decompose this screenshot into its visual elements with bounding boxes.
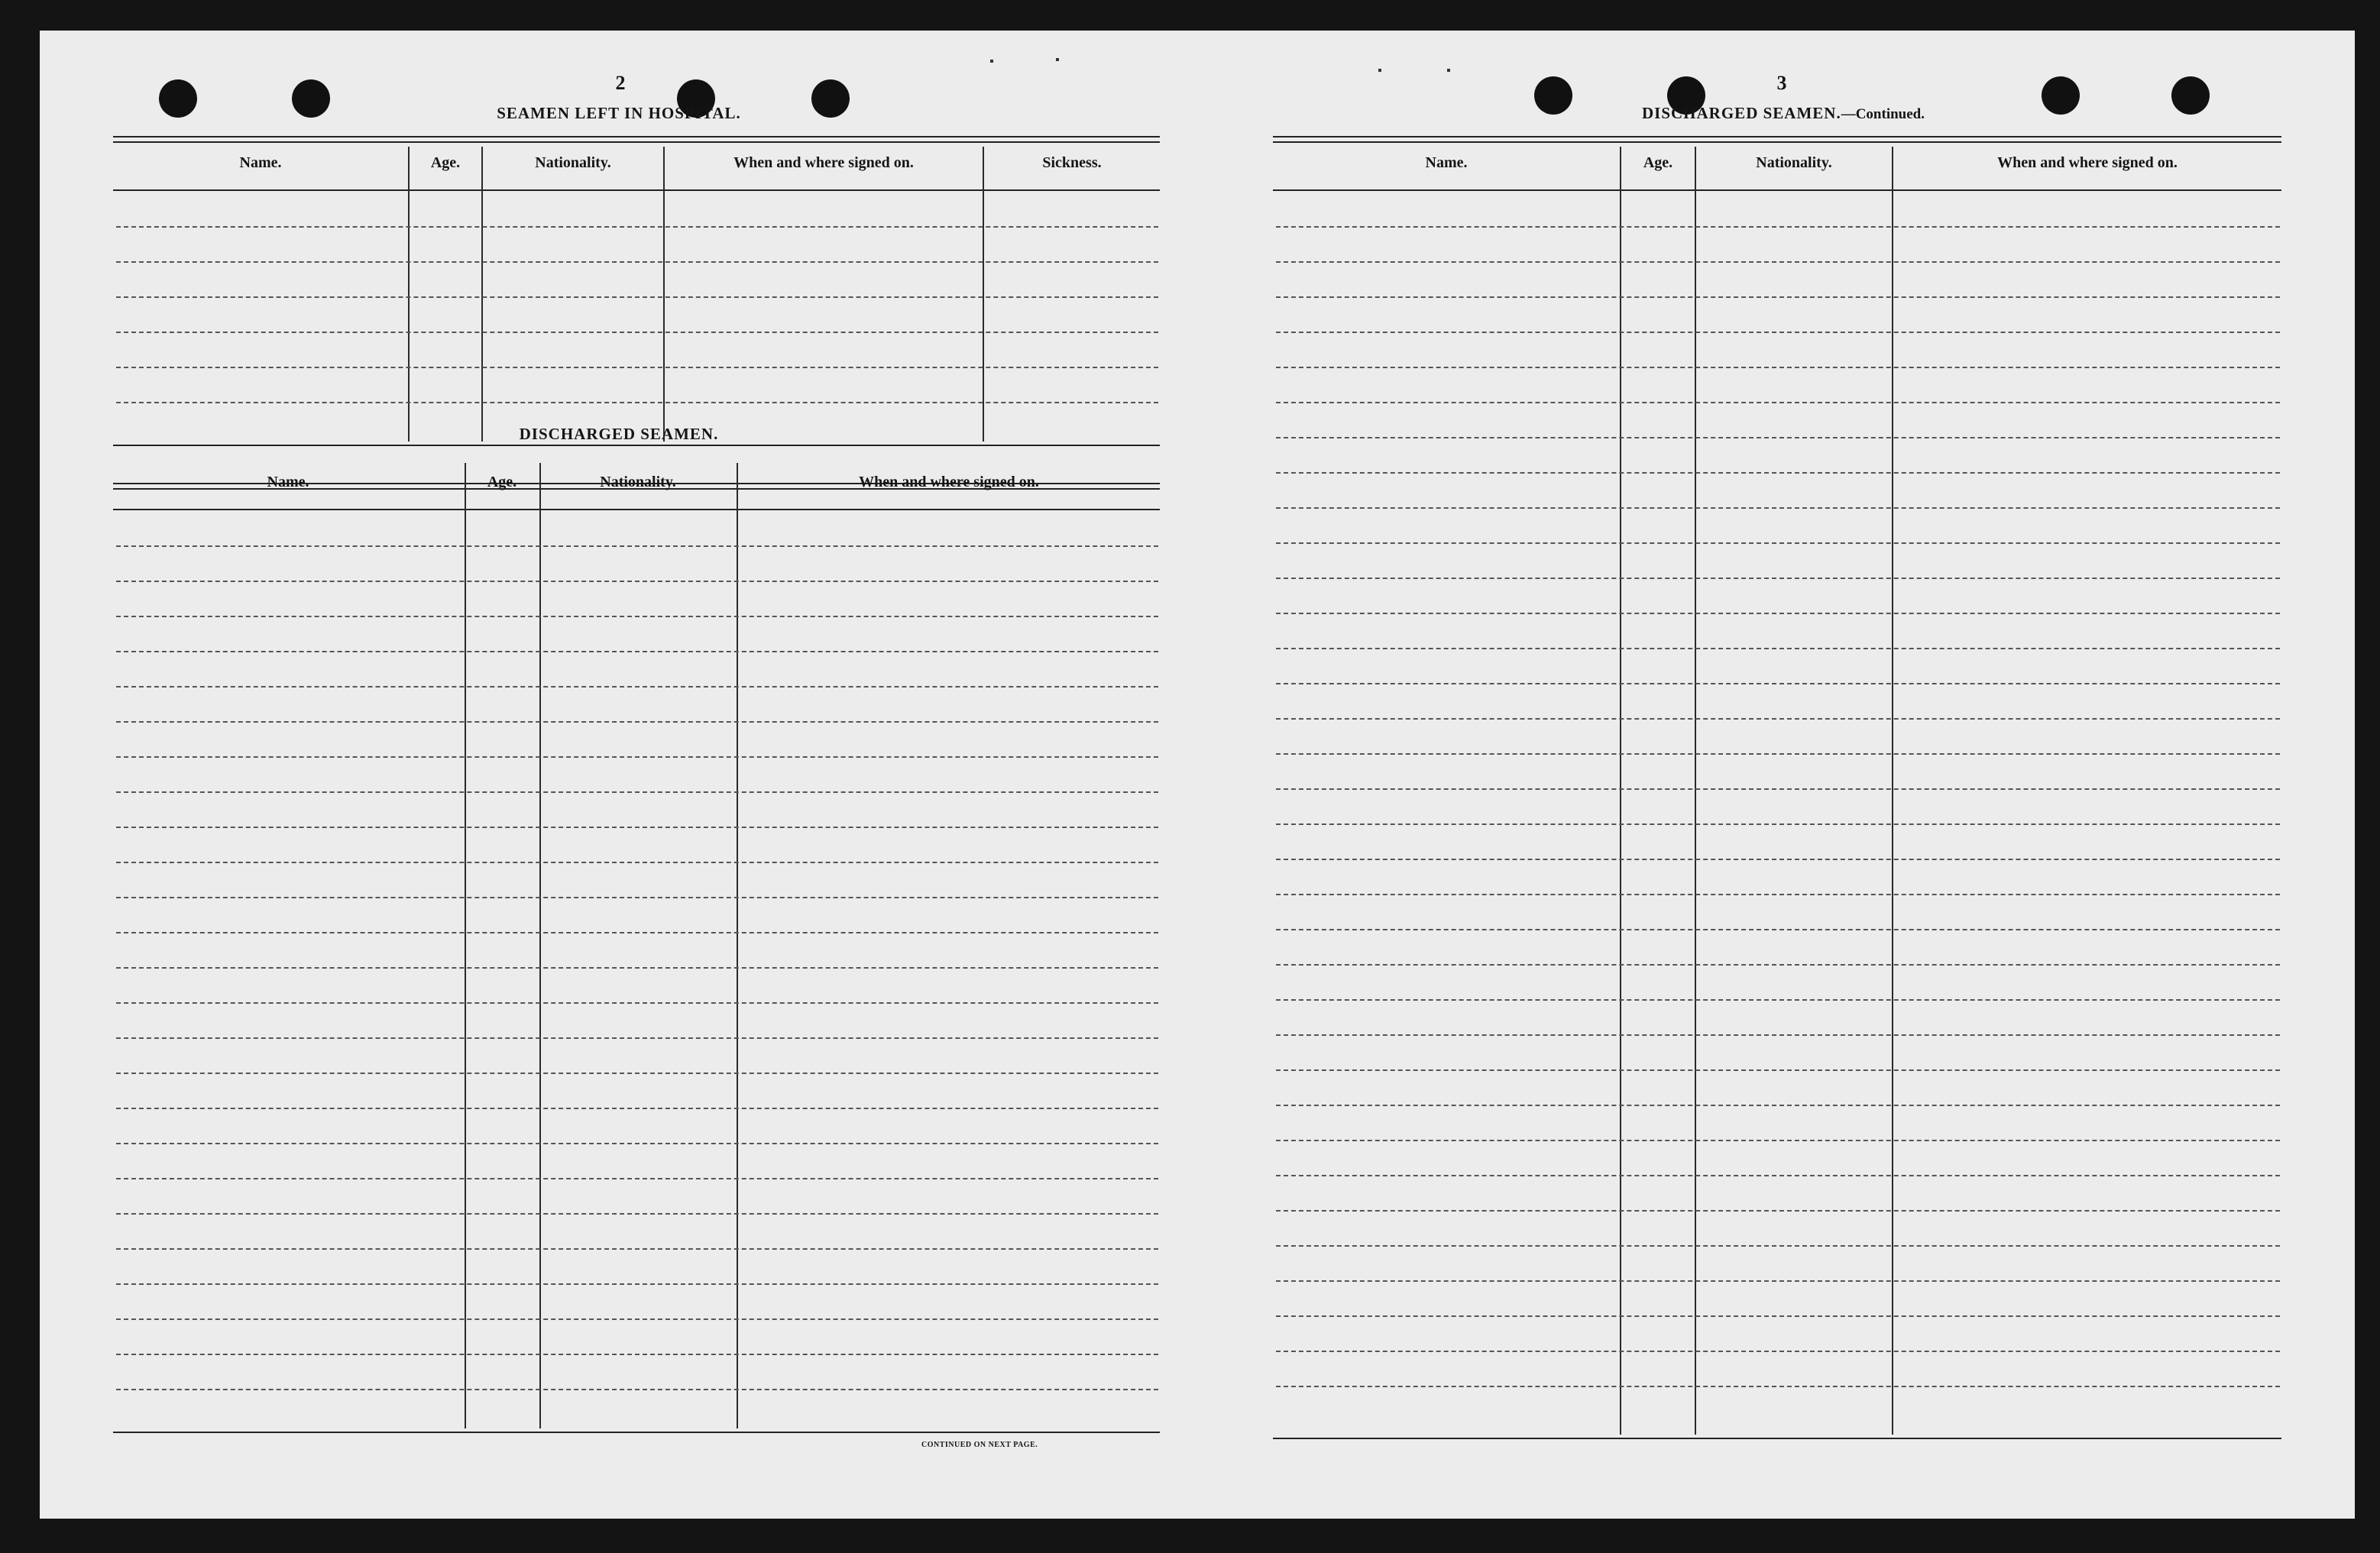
punch-hole-1 — [159, 79, 197, 118]
ruled-line — [1276, 332, 2280, 333]
ruled-line — [1276, 1315, 2280, 1317]
ruled-line — [116, 1143, 1158, 1144]
specks — [990, 60, 993, 63]
ruled-line — [1276, 648, 2280, 649]
ruled-line — [116, 296, 1158, 298]
ruled-line — [1276, 718, 2280, 720]
ruled-line — [116, 721, 1158, 723]
left-bottom-rule — [113, 1432, 1160, 1433]
ruled-line — [1276, 929, 2280, 930]
right-col-nationality: Nationality. — [1756, 154, 1832, 171]
ruled-line — [116, 226, 1158, 228]
right-col-signed-on: When and where signed on. — [1997, 154, 2178, 171]
specks — [1378, 69, 1381, 72]
ruled-line — [1276, 437, 2280, 438]
ruled-line — [1276, 472, 2280, 474]
ruled-line — [1276, 578, 2280, 579]
ruled-line — [116, 756, 1158, 758]
punch-hole-4 — [811, 79, 850, 118]
ruled-line — [1276, 1140, 2280, 1141]
discharged-continued-suffix: —Continued. — [1841, 106, 1925, 122]
page-number-left: 2 — [615, 72, 626, 94]
right-header-rule — [1273, 189, 2281, 191]
ruled-line — [1276, 788, 2280, 790]
ruled-line — [1276, 999, 2280, 1001]
hospital-col-divider — [408, 147, 410, 442]
hospital-col-age: Age. — [430, 154, 461, 171]
ruled-line — [1276, 613, 2280, 614]
ruled-line — [116, 967, 1158, 969]
ruled-line — [116, 1073, 1158, 1074]
ruled-line — [116, 897, 1158, 898]
discharged-col-age: Age. — [487, 474, 517, 490]
specks — [1056, 58, 1059, 61]
ruled-line — [1276, 1105, 2280, 1106]
ruled-line — [116, 1283, 1158, 1285]
ruled-line — [116, 1389, 1158, 1390]
hospital-section-title: SEAMEN LEFT IN HOSPITAL. — [497, 104, 741, 122]
ruled-line — [116, 1002, 1158, 1004]
right-col-name: Name. — [1425, 154, 1468, 171]
ruled-line — [116, 651, 1158, 652]
specks — [1447, 69, 1450, 72]
discharged-col-name: Name. — [267, 474, 309, 490]
form-sheet — [40, 31, 2355, 1519]
ruled-line — [116, 1178, 1158, 1179]
ruled-line — [1276, 402, 2280, 403]
hospital-col-divider — [663, 147, 665, 442]
ruled-line — [1276, 753, 2280, 755]
ruled-line — [1276, 226, 2280, 228]
ruled-line — [1276, 367, 2280, 368]
ruled-line — [1276, 1175, 2280, 1176]
ruled-line — [116, 581, 1158, 582]
ruled-line — [1276, 1210, 2280, 1212]
ruled-line — [116, 1318, 1158, 1320]
page-number-right: 3 — [1776, 72, 1787, 94]
ruled-line — [116, 1108, 1158, 1109]
hospital-col-nationality: Nationality. — [535, 154, 611, 171]
right-col-divider — [1892, 147, 1893, 1435]
right-col-divider — [1620, 147, 1621, 1435]
ruled-line — [1276, 1386, 2280, 1387]
ruled-line — [116, 367, 1158, 368]
ruled-line — [116, 1248, 1158, 1250]
ruled-line — [116, 1213, 1158, 1215]
punch-hole-7 — [2042, 76, 2080, 115]
discharged-section-title: DISCHARGED SEAMEN. — [519, 425, 719, 443]
ruled-line — [116, 1354, 1158, 1355]
right-col-divider — [1695, 147, 1696, 1435]
right-col-age: Age. — [1643, 154, 1673, 171]
ruled-line — [116, 686, 1158, 688]
discharged-continued-title — [1569, 104, 1997, 123]
ruled-line — [1276, 542, 2280, 544]
hospital-col-name: Name. — [239, 154, 282, 171]
ruled-line — [1276, 823, 2280, 825]
ruled-line — [1276, 964, 2280, 966]
ruled-line — [1276, 507, 2280, 509]
ruled-line — [1276, 1351, 2280, 1352]
ruled-line — [1276, 859, 2280, 860]
ruled-line — [1276, 1245, 2280, 1247]
ruled-line — [1276, 1069, 2280, 1071]
ruled-line — [116, 545, 1158, 547]
ruled-line — [1276, 1034, 2280, 1036]
ruled-line — [116, 862, 1158, 863]
punch-hole-5 — [1534, 76, 1572, 115]
discharged-continued-title-main: DISCHARGED SEAMEN. — [1642, 104, 1841, 122]
hospital-col-sickness: Sickness. — [1042, 154, 1102, 171]
ruled-line — [1276, 1280, 2280, 1282]
hospital-col-signed-on: When and where signed on. — [733, 154, 914, 171]
punch-hole-8 — [2171, 76, 2210, 115]
ruled-line — [1276, 683, 2280, 684]
ruled-line — [116, 332, 1158, 333]
ruled-line — [1276, 894, 2280, 895]
right-bottom-rule — [1273, 1438, 2281, 1439]
hospital-col-divider — [481, 147, 483, 442]
ruled-line — [116, 1037, 1158, 1039]
hospital-col-divider — [983, 147, 984, 442]
ruled-line — [116, 827, 1158, 828]
hospital-bottom-rule — [113, 445, 1160, 446]
ruled-line — [116, 932, 1158, 933]
ruled-line — [1276, 261, 2280, 263]
ruled-line — [116, 616, 1158, 617]
discharged-header-rule — [113, 509, 1160, 510]
hospital-top-rule — [113, 136, 1160, 143]
ruled-line — [116, 261, 1158, 263]
ruled-line — [116, 402, 1158, 403]
discharged-col-nationality: Nationality. — [600, 474, 676, 490]
ruled-line — [116, 791, 1158, 793]
hospital-header-rule — [113, 189, 1160, 191]
ruled-line — [1276, 296, 2280, 298]
right-top-rule — [1273, 136, 2281, 143]
discharged-col-signed-on: When and where signed on. — [859, 474, 1039, 490]
continued-note: CONTINUED ON NEXT PAGE. — [921, 1441, 1038, 1449]
punch-hole-2 — [292, 79, 330, 118]
